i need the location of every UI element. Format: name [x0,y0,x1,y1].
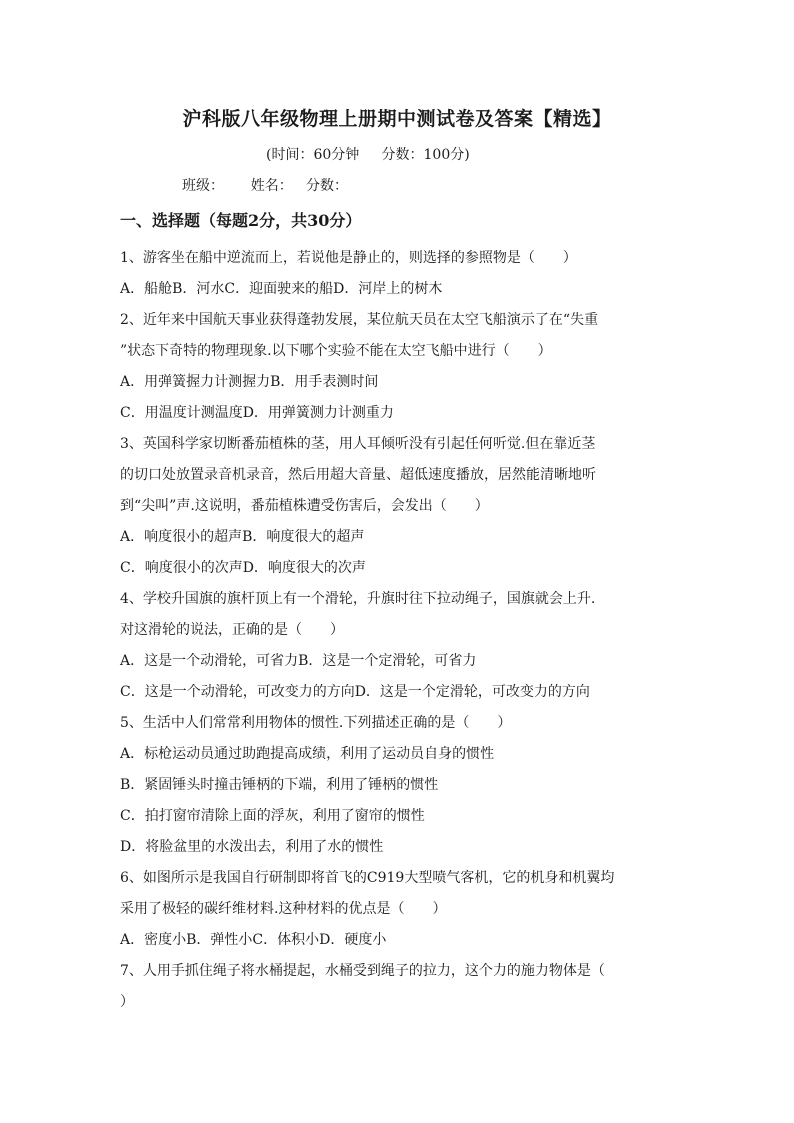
text-line: A．船舱B．河水C．迎面驶来的船D．河岸上的树木 [120,281,443,297]
text-line: ） [120,994,134,1010]
text-line: 对这滑轮的说法，正确的是（ ） [120,622,344,638]
text-line: 4、学校升国旗的旗杆顶上有一个滑轮，升旗时往下拉动绳子，国旗就会上升. [120,591,596,607]
text-line: C．拍打窗帘清除上面的浮灰，利用了窗帘的惯性 [120,808,425,824]
document-title: 沪科版八年级物理上册期中测试卷及答案【精选】 [182,108,612,130]
question-body [120,244,680,1019]
text-line: 的切口处放置录音机录音，然后用超大音量、超低速度播放，居然能清晰地听 [120,467,596,483]
text-line: ”状态下奇特的物理现象.以下哪个实验不能在太空飞船中进行（ ） [120,343,552,359]
student-info-line: 班级： 姓名： 分数： [182,178,349,194]
text-line: C．响度很小的次声D．响度很大的次声 [120,560,366,576]
text-line: C．用温度计测温度D．用弹簧测力计测重力 [120,405,394,421]
text-line: 采用了极轻的碳纤维材料.这种材料的优点是（ ） [120,901,447,917]
section-heading: 一、选择题（每题2分，共30分） [120,211,362,230]
text-line: 2、近年来中国航天事业获得蓬勃发展，某位航天员在太空飞船演示了在“失重 [120,312,599,328]
text-line: 3、英国科学家切断番茄植株的茎，用人耳倾听没有引起任何听觉.但在靠近茎 [120,436,596,452]
text-line: 5、生活中人们常常利用物体的惯性.下列描述正确的是（ ） [120,715,512,731]
text-line: A．这是一个动滑轮，可省力B．这是一个定滑轮，可省力 [120,653,477,669]
text-line: A．响度很小的超声B．响度很大的超声 [120,529,365,545]
text-line: A．标枪运动员通过助跑提高成绩，利用了运动员自身的惯性 [120,746,495,762]
text-line: A．密度小B．弹性小C．体积小D．硬度小 [120,932,387,948]
text-line: D．将脸盆里的水泼出去，利用了水的惯性 [120,839,384,855]
text-line: A．用弹簧握力计测握力B．用手表测时间 [120,374,379,390]
text-line: C．这是一个动滑轮，可改变力的方向D．这是一个定滑轮，可改变力的方向 [120,684,590,700]
text-line: 1、游客坐在船中逆流而上，若说他是静止的，则选择的参照物是（ ） [120,250,577,266]
exam-time-score: (时间：60分钟 分数：100分) [266,147,470,163]
text-line: 6、如图所示是我国自行研制即将首飞的C919大型喷气客机，它的机身和机翼均 [120,870,615,886]
text-line: B．紧固锤头时撞击锤柄的下端，利用了锤柄的惯性 [120,777,439,793]
text-line: 到“尖叫”声.这说明，番茄植株遭受伤害后，会发出（ ） [120,498,489,514]
text-line: 7、人用手抓住绳子将水桶提起，水桶受到绳子的拉力，这个力的施力物体是（ [120,963,605,979]
